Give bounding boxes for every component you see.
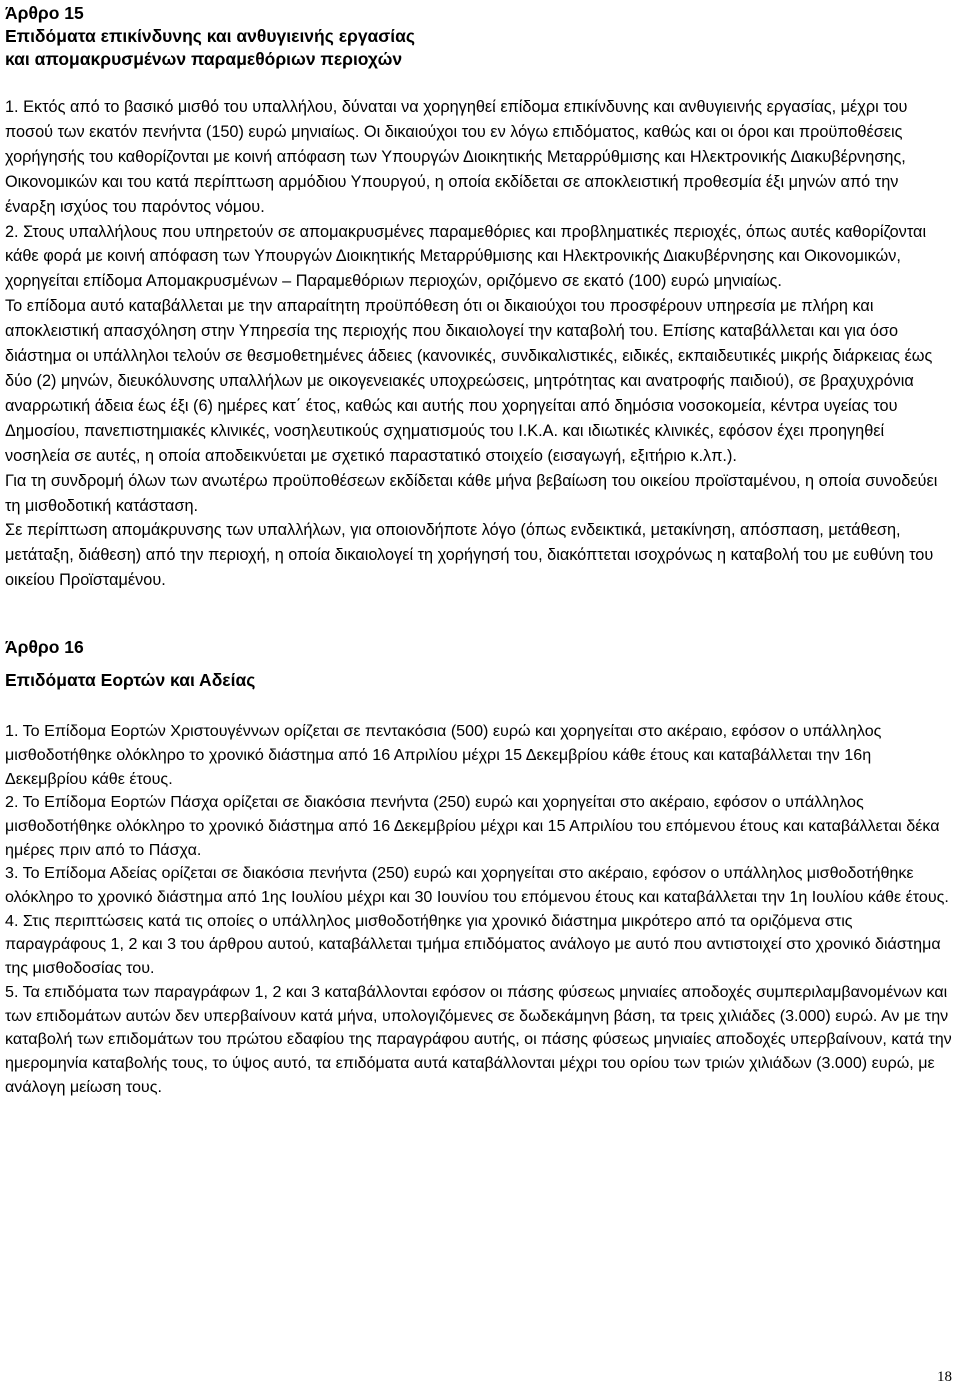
article-15-paragraph-1: 1. Εκτός από το βασικό μισθό του υπαλλήλου, δύναται να χορηγηθεί επίδομα επικίνδυνης και ανθυγιεινής εργασίας, μέχρι του ποσού των εκατόν πενήντα (150) ευρώ μηνιαίως. Οι δικαιούχοι του εν λόγω επιδόματος, καθώς και οι όροι και προϋποθέσεις χορήγησής του καθορίζονται με κοινή απόφαση των Υπουργών Διοικητικής Μεταρρύθμισης και Ηλεκτρονικής Διακυβέρνησης, Οικονομικών και του κατά περίπτωση αρμόδιου Υπουργού, η οποία εκδίδεται σε αποκλειστική προθεσμία έξι μηνών από την έναρξη ισχύος του παρόντος νόμου. [5,98,908,216]
page-number: 18 [937,1369,952,1385]
article-15-body [5,95,953,593]
article-16-paragraph-2: 2. Το Επίδομα Εορτών Πάσχα ορίζεται σε διακόσια πενήντα (250) ευρώ και χορηγείται στο ακέραιο, εφόσον ο υπάλληλος μισθοδοτήθηκε ολόκληρο το χρονικό διάστημα από 16 Δεκεμβρίου μέχρι και 15 Απριλίου του επόμενου έτους και καταβάλλεται δέκα ημέρες πριν από το Πάσχα. [5,793,940,859]
article-15-paragraph-3: Το επίδομα αυτό καταβάλλεται με την απαραίτητη προϋπόθεση ότι οι δικαιούχοι του προσφέρουν υπηρεσία με πλήρη και αποκλειστική απασχόληση στην Υπηρεσία της περιοχής που δικαιολογεί την καταβολή του. Επίσης καταβάλλεται και για όσο διάστημα οι υπάλληλοι τελούν σε θεσμοθετημένες άδειες (κανονικές, συνδικαλιστικές, ειδικές, εκπαιδευτικές μικρής διάρκειας έως δύο (2) μηνών, διευκόλυνσης υπαλλήλων με οικογενειακές υποχρεώσεις, μητρότητας και ανατροφής παιδιού), σε βραχυχρόνια αναρρωτική άδεια έως έξι (6) ημέρες κατ΄ έτος, καθώς και αυτής που χορηγείται από δημόσια νοσοκομεία, κέντρα υγείας του Δημοσίου, πανεπιστημιακές κλινικές, νοσηλευτικούς σχηματισμούς του Ι.Κ.Α. και ιδιωτικές κλινικές, εφόσον έχει προηγηθεί νοσηλεία σε αυτές, η οποία αποδεικνύεται με σχετικό παραστατικό στοιχείο (εισαγωγή, εξιτήριο κ.λπ.). [5,297,933,465]
article-15-paragraph-4: Για τη συνδρομή όλων των ανωτέρω προϋποθέσεων εκδίδεται κάθε μήνα βεβαίωση του οικείου προϊσταμένου, η οποία συνοδεύει τη μισθοδοτική κατάσταση. [5,471,938,515]
article-16-paragraph-1: 1. Το Επίδομα Εορτών Χριστουγέννων ορίζεται σε πεντακόσια (500) ευρώ και χορηγείται στο ακέραιο, εφόσον ο υπάλληλος μισθοδοτήθηκε ολόκληρο το χρονικό διάστημα από 16 Απριλίου μέχρι 15 Δεκεμβρίου κάθε έτους και καταβάλλεται την 16η Δεκεμβρίου κάθε έτους. [5,722,882,788]
article-15-paragraph-5: Σε περίπτωση απομάκρυνσης των υπαλλήλων, για οποιονδήποτε λόγο (όπως ενδεικτικά, μετακίνηση, απόσπαση, μετάθεση, μετάταξη, διάθεση) από την περιοχή, η οποία δικαιολογεί τη χορήγησή του, διακόπτεται ισοχρόνως η καταβολή του με ευθύνη του οικείου Προϊσταμένου. [5,521,934,590]
article-15-title-line-1: Επιδόματα επικίνδυνης και ανθυγιεινής εργασίας [5,26,416,46]
article-15-number: Άρθρο 15 [5,3,84,23]
article-15-title-line-2: και απομακρυσμένων παραμεθόριων περιοχών [5,49,403,69]
article-15-paragraph-2: 2. Στους υπαλλήλους που υπηρετούν σε απομακρυσμένες παραμεθόριες και προβληματικές περιοχές, όπως αυτές καθορίζονται κάθε φορά με κοινή απόφαση των Υπουργών Διοικητικής Μεταρρύθμισης και Ηλεκτρονικής Διακυβέρνησης και Οικονομικών, χορηγείται επίδομα Απομακρυσμένων – Παραμεθόριων περιοχών, οριζόμενο σε εκατό (100) ευρώ μηνιαίως. [5,222,927,291]
article-16-paragraph-5: 5. Τα επιδόματα των παραγράφων 1, 2 και 3 καταβάλλονται εφόσον οι πάσης φύσεως μηνιαίες αποδοχές συμπεριλαμβανομένων και των επιδομάτων αυτών δεν υπερβαίνουν κατά μήνα, υπολογιζόμενες σε δωδεκάμηνη βάση, τα τρεις χιλιάδες (3.000) ευρώ. Αν με την καταβολή των επιδομάτων του πρώτου εδαφίου της παραγράφου αυτής, οι πάσης φύσεως μηνιαίες αποδοχές υπερβαίνουν, κατά την ημερομηνία καταβολής τους, το ύψος αυτό, τα επιδόματα αυτά καταβάλλονται μέχρι του ορίου των τριών χιλιάδων (3.000) ευρώ, με ανάλογη μείωση τους. [5,982,952,1096]
article-16-heading [5,633,953,694]
article-16-paragraph-3: 3. Το Επίδομα Αδείας ορίζεται σε διακόσια πενήντα (250) ευρώ και χορηγείται στο ακέραιο, εφόσον ο υπάλληλος μισθοδοτήθηκε ολόκληρο το χρονικό διάστημα από 1ης Ιουλίου μέχρι και 30 Ιουνίου του επόμενου έτους και καταβάλλεται την 1η Ιουλίου κάθε έτους. [5,864,949,907]
article-16-number: Άρθρο 16 [5,637,84,658]
article-15-heading [5,2,953,71]
document-page [5,0,953,1099]
article-16-title: Επιδόματα Εορτών και Αδείας [5,670,256,691]
article-16-body [5,720,953,1099]
article-16-paragraph-4: 4. Στις περιπτώσεις κατά τις οποίες ο υπάλληλος μισθοδοτήθηκε για χρονικό διάστημα μικρότερο από τα οριζόμενα στις παραγράφους 1, 2 και 3 του άρθρου αυτού, καταβάλλεται τμήμα επιδόματος ανάλογο με αυτό που αντιστοιχεί στο χρονικό διάστημα της μισθοδοσίας του. [5,911,941,978]
